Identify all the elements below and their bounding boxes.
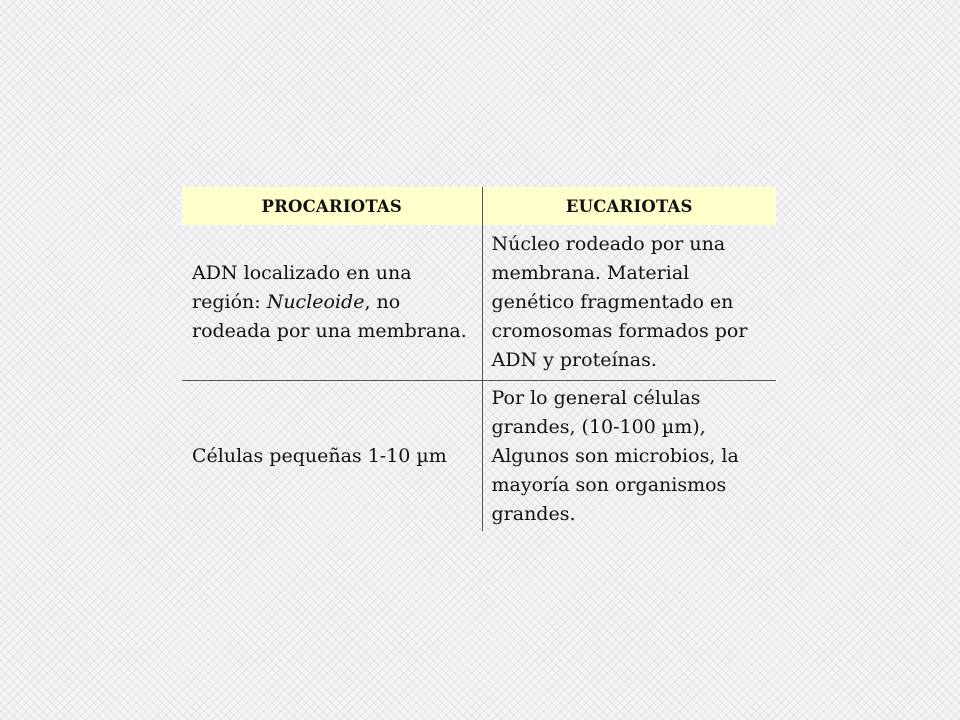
nucleoide-term: Nucleoide — [266, 291, 365, 313]
comparison-table — [182, 187, 776, 531]
table-row — [182, 381, 776, 532]
cell-eucariotas-size: Por lo general células grandes, (10-100 µm), Algunos son microbios, la mayoría son organismos grandes. — [491, 386, 739, 525]
cell-procariotas-size: Células pequeñas 1-10 µm — [182, 381, 482, 532]
cell-text: , no rodeada por una membrana. — [192, 291, 467, 342]
table-header-row — [182, 187, 776, 225]
cell-text: ADN localizado en una región: — [192, 262, 412, 313]
cell-eucariotas-nucleus: Núcleo rodeado por una membrana. Material genético fragmentado en cromosomas formados por ADN y proteínas. — [482, 225, 776, 381]
header-eucariotas: EUCARIOTAS — [482, 187, 776, 225]
table-row — [182, 225, 776, 381]
cell-procariotas-dna — [182, 225, 482, 381]
header-procariotas: PROCARIOTAS — [182, 187, 482, 225]
